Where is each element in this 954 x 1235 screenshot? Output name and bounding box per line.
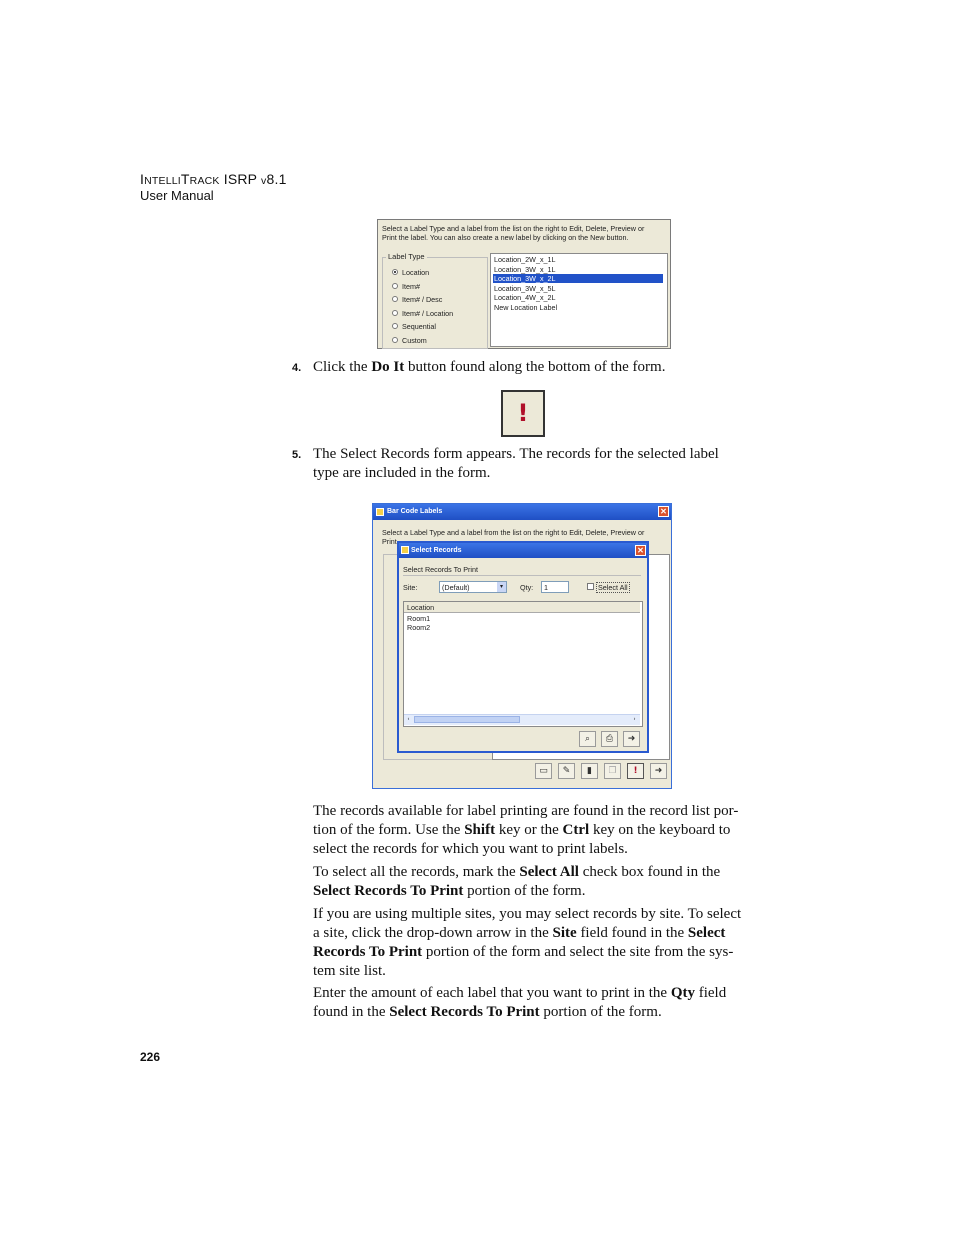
- outer-instructions-2: Print: [382, 537, 397, 546]
- exit-icon[interactable]: ➜: [650, 763, 667, 779]
- radio-label: Item# / Location: [402, 308, 454, 318]
- print-icon[interactable]: ⎙: [601, 731, 618, 747]
- select-records-screenshot: [372, 503, 672, 789]
- close-icon[interactable]: ✕: [635, 545, 646, 556]
- table-row[interactable]: Room1: [407, 614, 431, 623]
- label-type-screenshot: [377, 219, 671, 349]
- paragraph-multiple-sites: If you are using multiple sites, you may select records by site. To select a site, click the drop-down arrow in the Site field found in the Select Records To Print portion of the form and select the site from the sys- tem site list.: [313, 906, 742, 979]
- list-item[interactable]: Location_3W_x_2L: [493, 274, 663, 283]
- divider: [403, 575, 641, 576]
- select-records-title: Select Records: [411, 547, 462, 554]
- running-header-subtitle: User Manual: [140, 188, 214, 203]
- step-4-number: 4.: [292, 362, 302, 374]
- horizontal-scrollbar[interactable]: [404, 714, 640, 725]
- radio-label: Sequential: [402, 322, 436, 332]
- radio-button[interactable]: [392, 337, 398, 343]
- paragraph-records-available: The records available for label printing are found in the record list por- tion of the form. Use the Shift key or the Ctrl key on the keyboard to select the records for which you want to print labels.: [313, 803, 739, 857]
- list-item[interactable]: Location_4W_x_2L: [494, 293, 556, 303]
- outer-instructions: Select a Label Type and a label from the list on the right to Edit, Delete, Preview or: [382, 528, 645, 537]
- step-5-line2: type are included in the form.: [313, 465, 491, 481]
- chevron-down-icon[interactable]: ▾: [497, 582, 506, 592]
- exit-icon[interactable]: ➜: [623, 731, 640, 747]
- list-item[interactable]: Location_2W_x_1L: [494, 255, 556, 264]
- scrollbar-thumb[interactable]: [414, 716, 520, 723]
- scroll-left-icon[interactable]: ‹: [407, 716, 410, 722]
- radio-button[interactable]: [392, 269, 398, 275]
- paragraph-select-all: To select all the records, mark the Select All check box found in the Select Records To Print portion of the form.: [313, 864, 721, 899]
- column-header-location[interactable]: Location: [407, 603, 435, 612]
- dialog-icon: [401, 546, 409, 554]
- site-dropdown[interactable]: [439, 581, 507, 593]
- qty-value: 1: [544, 583, 548, 592]
- records-list[interactable]: [403, 601, 643, 727]
- radio-label: Item# / Desc: [402, 295, 443, 305]
- paragraph-qty: Enter the amount of each label that you want to print in the Qty field found in the Select Records To Print portion of the form.: [313, 985, 727, 1020]
- radio-button[interactable]: [392, 283, 398, 289]
- new-icon[interactable]: ▭: [535, 763, 552, 779]
- radio-label: Item#: [402, 281, 420, 291]
- select-all-label[interactable]: Select All: [598, 583, 628, 592]
- instructions-line2: Print the label. You can also create a new label by clicking on the New button.: [382, 233, 629, 242]
- do-it-icon[interactable]: !: [627, 763, 644, 779]
- list-item[interactable]: Location_3W_x_5L: [494, 283, 556, 293]
- step-5-number: 5.: [292, 449, 302, 461]
- records-list-header: [404, 602, 640, 613]
- edit-icon[interactable]: ✎: [558, 763, 575, 779]
- select-records-titlebar: [399, 543, 647, 558]
- qty-label: Qty:: [520, 583, 534, 592]
- scroll-right-icon[interactable]: ›: [633, 716, 636, 722]
- do-it-icon: [501, 390, 545, 437]
- exclamation-icon: !: [517, 399, 529, 427]
- copy-icon[interactable]: ❐: [604, 763, 621, 779]
- bar-code-labels-title: Bar Code Labels: [387, 508, 443, 515]
- table-row[interactable]: Room2: [407, 623, 431, 632]
- select-records-dialog: [397, 541, 649, 753]
- radio-button[interactable]: [392, 310, 398, 316]
- list-item[interactable]: Location_3W_x_1L: [494, 264, 556, 274]
- label-type-group-title: Label Type: [388, 252, 425, 261]
- bar-code-labels-titlebar: [373, 504, 671, 520]
- running-header-title: INTELLITRACK ISRP v8.1: [140, 171, 287, 187]
- app-icon: [376, 508, 384, 516]
- site-label: Site:: [403, 583, 418, 592]
- qty-input[interactable]: [541, 581, 569, 593]
- step-5-line1: The Select Records form appears. The records for the selected label: [313, 446, 719, 462]
- label-list[interactable]: [490, 253, 668, 347]
- preview-icon[interactable]: ⌕: [579, 731, 596, 747]
- site-value: (Default): [442, 583, 470, 592]
- select-all-checkbox[interactable]: [587, 583, 594, 590]
- radio-label: Custom: [402, 336, 427, 345]
- step-4-text: Click the Do It button found along the bottom of the form.: [313, 359, 666, 375]
- radio-label: Location: [402, 268, 430, 277]
- list-item[interactable]: New Location Label: [494, 303, 558, 312]
- select-records-section: Select Records To Print: [403, 565, 478, 574]
- page-number: 226: [140, 1050, 161, 1064]
- close-icon[interactable]: ✕: [658, 506, 669, 517]
- delete-icon[interactable]: ▮: [581, 763, 598, 779]
- instructions-line1: Select a Label Type and a label from the list on the right to Edit, Delete, Preview or: [382, 224, 645, 233]
